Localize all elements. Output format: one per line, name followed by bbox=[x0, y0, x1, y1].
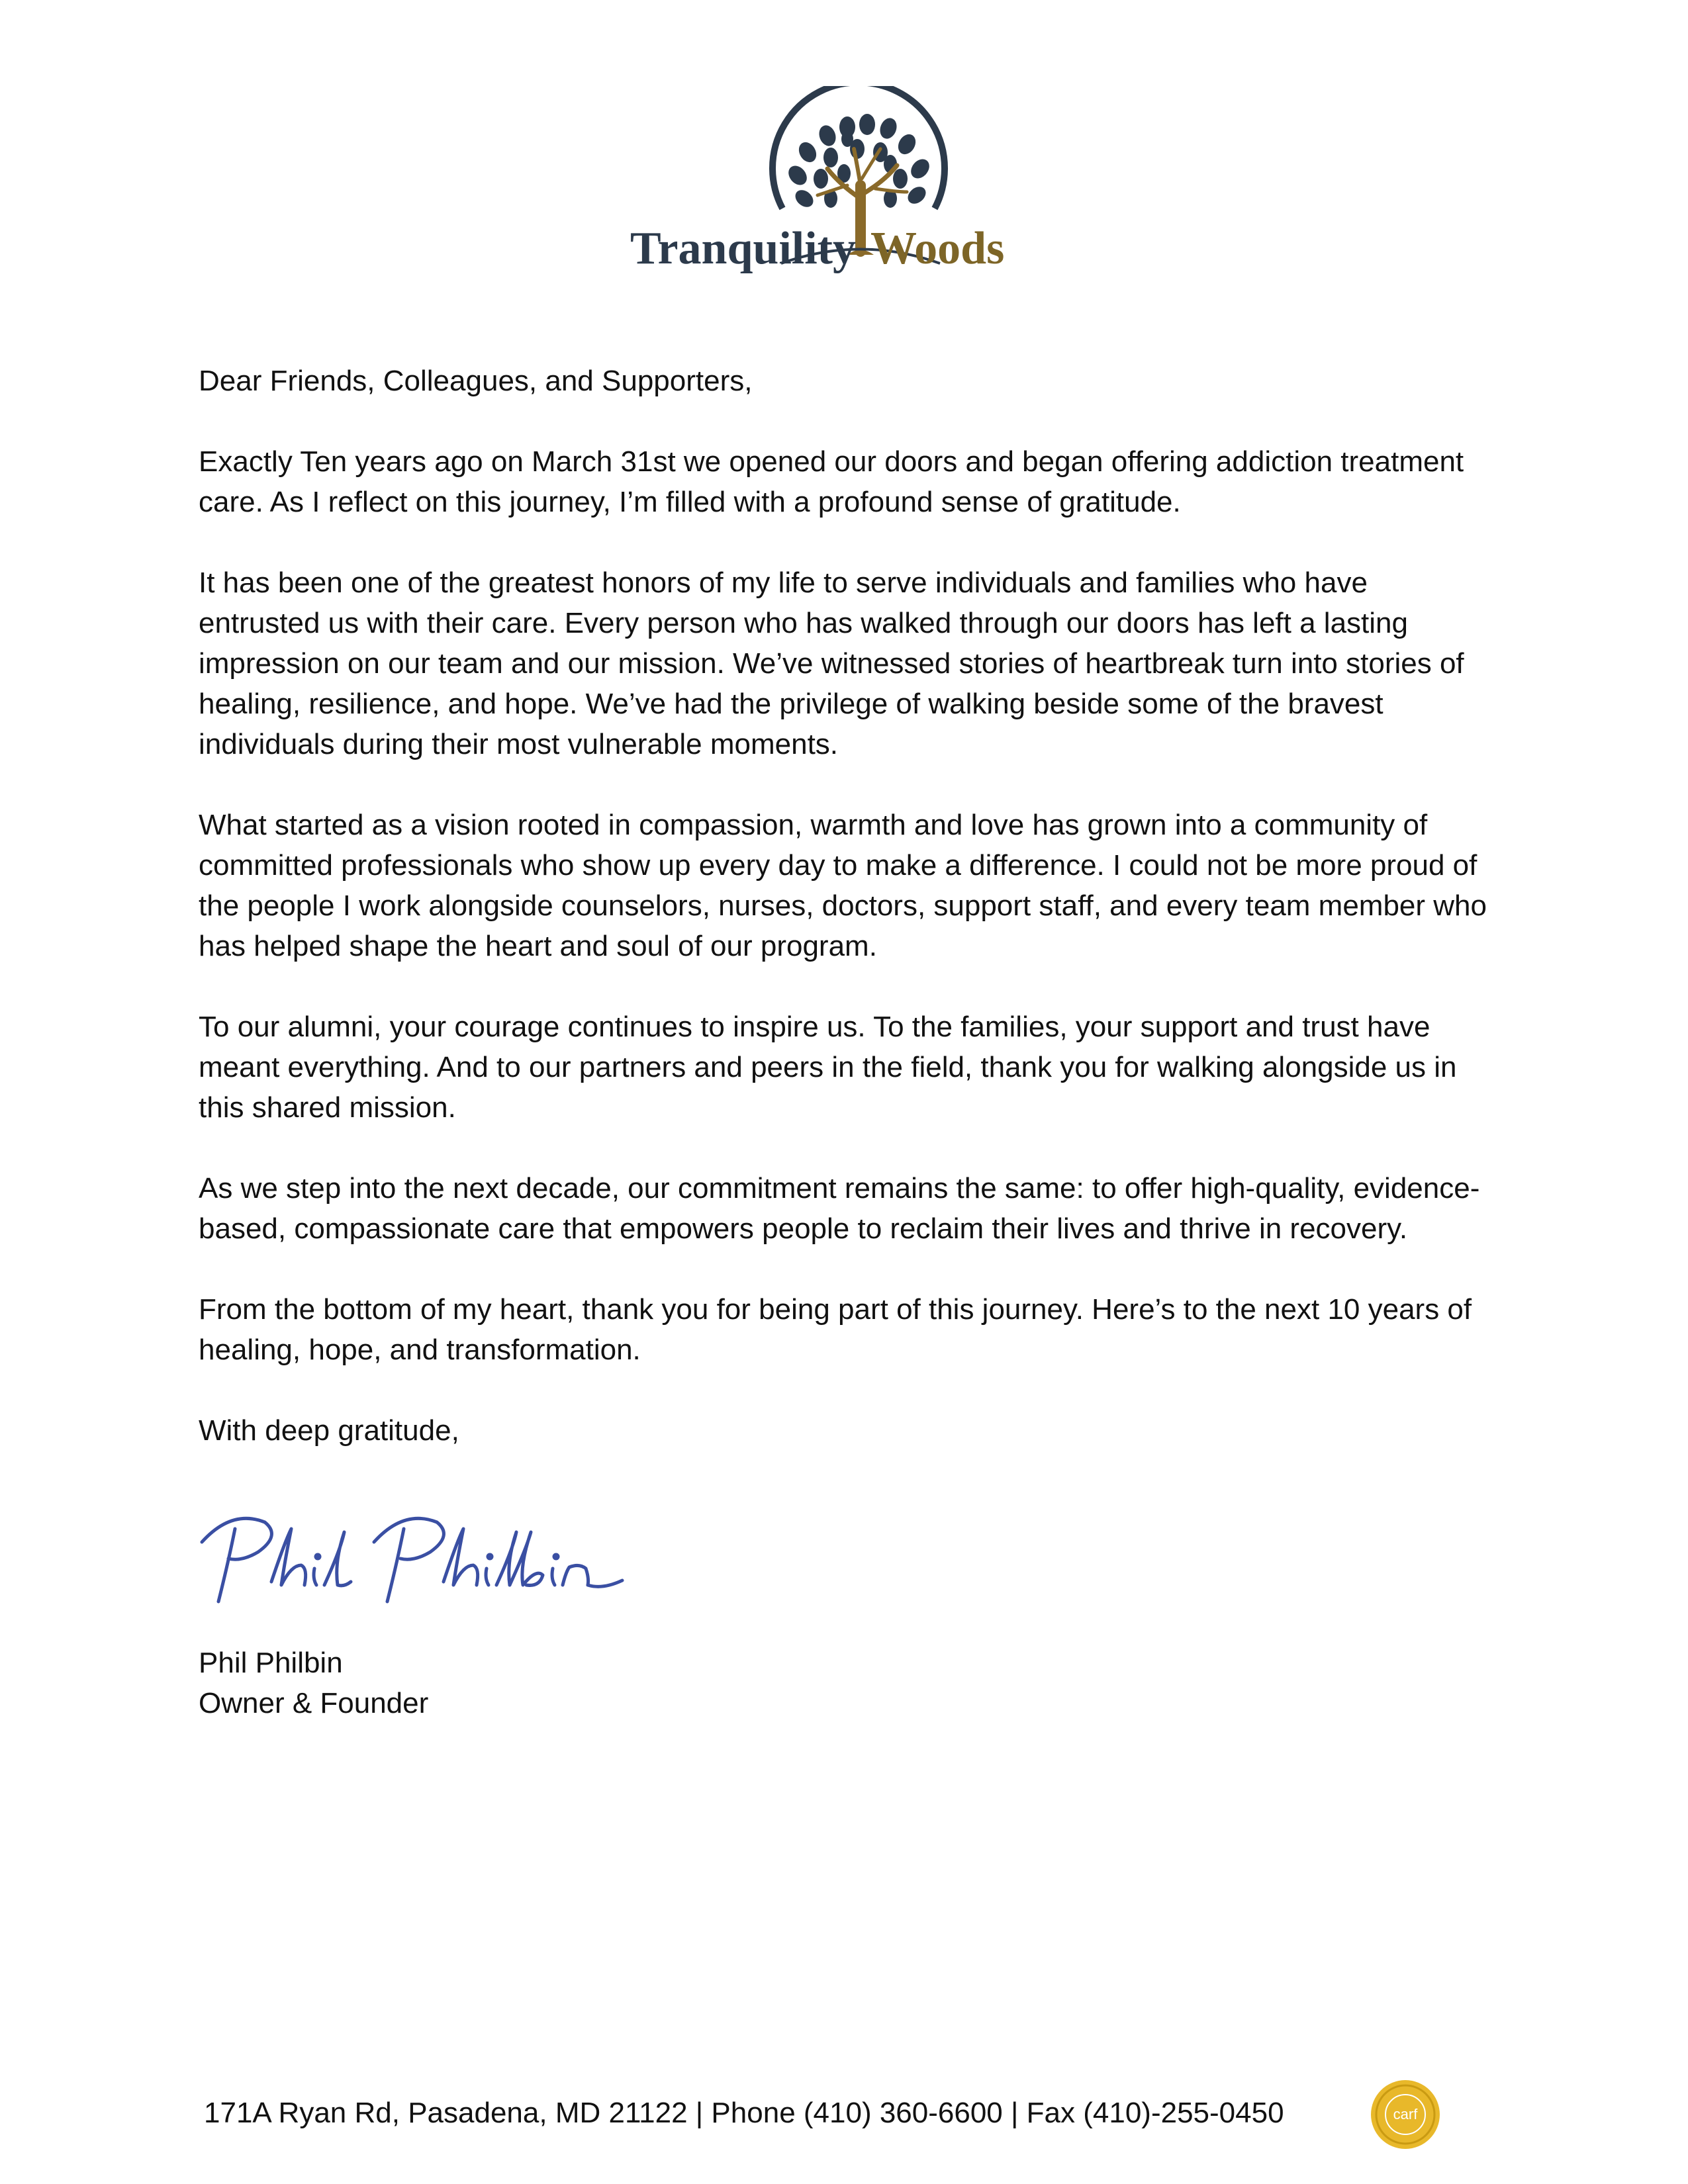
signer-name: Phil Philbin bbox=[199, 1647, 343, 1679]
seal-text: carf bbox=[1393, 2106, 1418, 2122]
carf-seal-icon bbox=[1369, 2078, 1442, 2151]
letter-body bbox=[199, 361, 1496, 1451]
paragraph-6: From the bottom of my heart, thank you for being part of this journey. Here’s to the next 10 years of healing, hope, and transformation. bbox=[199, 1293, 1472, 1366]
closing: With deep gratitude, bbox=[199, 1414, 459, 1447]
company-logo bbox=[629, 86, 1059, 285]
paragraph-5: As we step into the next decade, our commitment remains the same: to offer high-quality, evidence-based, compassionate care that empowers people to reclaim their lives and thrive in recovery. bbox=[199, 1172, 1480, 1245]
salutation: Dear Friends, Colleagues, and Supporters, bbox=[199, 365, 753, 397]
paragraph-1: Exactly Ten years ago on March 31st we opened our doors and began offering addiction treatment care. As I reflect on this journey, I’m filled with a profound sense of gratitude. bbox=[199, 445, 1464, 518]
paragraph-3: What started as a vision rooted in compassion, warmth and love has grown into a community of committed professionals who show up every day to make a difference. I could not be more proud of the people I work alongside counselors, nurses, doctors, support staff, and every team member who has helped shape the heart and soul of our program. bbox=[199, 809, 1487, 962]
paragraph-2: It has been one of the greatest honors of my life to serve individuals and families who have entrusted us with their care. Every person who has walked through our doors has left a lasting impression on our team and our mission. We’ve witnessed stories of heartbreak turn into stories of healing, resilience, and hope. We’ve had the privilege of walking beside some of the bravest individuals during their most vulnerable moments. bbox=[199, 567, 1464, 760]
logo-word-left: Tranquility bbox=[630, 223, 856, 274]
signer-title: Owner & Founder bbox=[199, 1687, 429, 1719]
footer-contact: 171A Ryan Rd, Pasadena, MD 21122 | Phone (410) 360-6600 | Fax (410)-255-0450 bbox=[204, 2097, 1284, 2129]
signer-block bbox=[199, 1643, 428, 1723]
handwritten-signature bbox=[192, 1502, 642, 1621]
tree-icon bbox=[629, 86, 1059, 285]
logo-word-right: Woods bbox=[870, 223, 1005, 274]
paragraph-4: To our alumni, your courage continues to inspire us. To the families, your support and trust have meant everything. And to our partners and peers in the field, thank you for walking alongside us in this shared mission. bbox=[199, 1011, 1457, 1124]
